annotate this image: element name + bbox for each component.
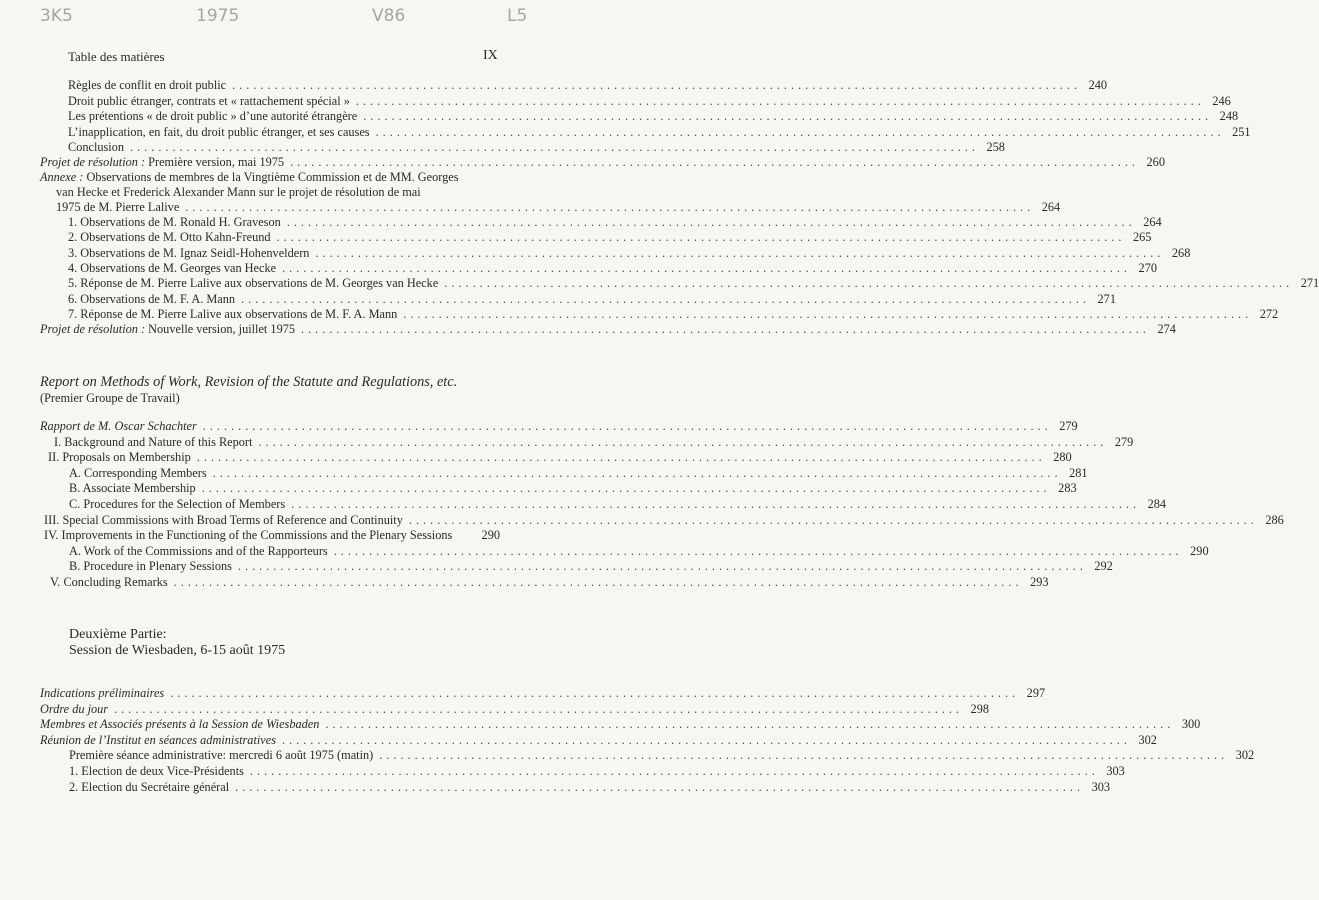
dot-leader: ........................................................................................................................: [325, 717, 1175, 732]
toc-entry-page: 281: [1069, 465, 1088, 480]
toc-entry-page: 303: [1091, 779, 1111, 794]
toc-entry-title: Réunion de l’Institut en séances administratives: [40, 732, 276, 747]
toc-entry-title: Rapport de M. Oscar Schachter: [40, 419, 197, 433]
toc-entry-annexe: [40, 170, 473, 185]
dot-leader: ........................................................................................................................: [286, 215, 1136, 229]
toc-entry-page: 292: [1094, 559, 1113, 574]
toc-entry-title: Proposals on Membership: [62, 450, 191, 465]
toc-entry-number: II.: [48, 450, 60, 465]
toc-entry-title: Indications préliminaires: [40, 686, 165, 700]
toc-entry-title: B. Associate Membership: [69, 481, 196, 496]
dot-leader: ........................................................................................................................: [355, 93, 1205, 108]
toc-entry-page: 248: [1219, 109, 1239, 123]
toc-entry-page: 272: [1259, 306, 1279, 321]
dot-leader: ........................................................................................................................: [249, 764, 1099, 778]
toc-entry: [40, 419, 1078, 434]
toc-entry-title: A. Corresponding Members: [69, 465, 207, 480]
toc-entry-page: 264: [1041, 200, 1061, 214]
toc-entry-annexe-cont: [56, 185, 473, 200]
toc-entry-title: Ordre du jour: [40, 701, 109, 716]
toc-entry: [68, 230, 1152, 245]
toc-entry-page: 293: [1030, 575, 1049, 589]
toc-entry-page: 286: [1265, 512, 1284, 527]
toc-entry-page: 274: [1157, 322, 1176, 336]
toc-entry-title: Première séance administrative: mercredi 6 août 1975 (matin): [69, 748, 374, 763]
toc-entry: [69, 465, 1088, 481]
marginal-note: 3K5: [40, 6, 73, 26]
dot-leader: ........................................................................................................................: [170, 686, 1020, 700]
toc-entry: [68, 291, 1116, 307]
toc-entry-title: Membres et Associés présents à la Session de Wiesbaden: [40, 717, 320, 732]
toc-entry-page: 290: [481, 528, 500, 543]
toc-entry: [69, 764, 1125, 779]
toc-entry: [68, 140, 1005, 155]
toc-entry-title: van Hecke et Frederick Alexander Mann sur le projet de résolution de mai: [56, 185, 421, 199]
dot-leader: ........................................................................................................................: [196, 450, 1046, 465]
toc-entry-title: B. Procedure in Plenary Sessions: [69, 559, 232, 574]
dot-leader: ........................................................................................................................: [282, 260, 1131, 275]
dot-leader: ........................................................................................................................: [282, 732, 1131, 747]
toc-entry-page: 290: [1190, 543, 1209, 558]
dot-leader: ........................................................................................................................: [444, 276, 1294, 291]
toc-entry: [40, 686, 1046, 701]
toc-entry: [68, 93, 1231, 109]
dot-leader: ........................................................................................................................: [201, 481, 1051, 496]
toc-entry-title: Droit public étranger, contrats et « rattachement spécial »: [68, 93, 350, 108]
dot-leader: ........................................................................................................................: [408, 512, 1258, 527]
toc-entry: [68, 276, 1319, 291]
toc-entry-title: Concluding Remarks: [63, 575, 168, 589]
marginal-note: V86: [372, 6, 406, 26]
toc-entry-page: 297: [1026, 686, 1046, 700]
toc-entry-page: 264: [1143, 215, 1162, 229]
toc-entry: [40, 701, 989, 717]
dot-leader: ........................................................................................................................: [276, 230, 1126, 245]
toc-entry: [68, 78, 1108, 93]
dot-leader: ........................................................................................................................: [315, 245, 1165, 260]
toc-entry: [69, 543, 1209, 559]
dot-leader: ........................................................................................................................: [237, 559, 1087, 574]
dot-leader: ........................................................................................................................: [241, 291, 1090, 306]
section-subheading: (Premier Groupe de Travail): [40, 391, 180, 405]
toc-entry: [50, 575, 1049, 590]
toc-entry-page: 271: [1097, 291, 1116, 306]
toc-entry-label: Annexe :: [40, 170, 84, 184]
dot-leader: ........................................................................................................................: [232, 78, 1082, 92]
toc-entry-title: 5. Réponse de M. Pierre Lalive aux observations de M. Georges van Hecke: [68, 276, 439, 291]
toc-entry-number: III.: [44, 512, 60, 527]
dot-leader: ........................................................................................................................: [130, 140, 979, 154]
toc-entry-title: Les prétentions « de droit public » d’une autorité étrangère: [68, 109, 358, 123]
dot-leader: ........................................................................................................................: [212, 465, 1062, 480]
dot-leader: ........................................................................................................................: [114, 701, 963, 716]
toc-entry: Projet de résolution : Nouvelle version, juillet 1975 ........................................................................................................................ 274: [40, 322, 1176, 336]
toc-entry-page: 284: [1147, 497, 1167, 511]
dot-leader: ........................................................................................................................: [202, 419, 1052, 433]
toc-entry-title: 1975 de M. Pierre Lalive: [56, 200, 180, 214]
dot-leader: ........................................................................................................................: [403, 306, 1253, 321]
toc-entry-label: Projet de résolution :: [40, 322, 146, 336]
toc-entry-title: 2. Election du Secrétaire général: [69, 779, 230, 794]
toc-entry: [68, 306, 1279, 322]
toc-entry: [68, 124, 1251, 140]
toc-entry-title: Special Commissions with Broad Terms of Reference and Continuity: [62, 512, 403, 527]
toc-entry-title: Observations de membres de la Vingtième Commission et de MM. Georges: [86, 170, 459, 184]
dot-leader: ........................................................................................................................: [291, 497, 1141, 511]
dot-leader: ........................................................................................................................: [173, 575, 1023, 589]
toc-entry-page: 298: [970, 701, 989, 716]
toc-entry-page: 271: [1300, 276, 1319, 291]
part-heading: Deuxième Partie:: [69, 627, 167, 642]
section-heading: Report on Methods of Work, Revision of the Statute and Regulations, etc.: [40, 374, 458, 390]
toc-entry: [40, 732, 1157, 748]
toc-entry-title: 2. Observations de M. Otto Kahn-Freund: [68, 230, 271, 245]
toc-entry-page: 251: [1232, 124, 1251, 139]
toc-entry: [69, 559, 1113, 574]
toc-entry-page: 260: [1146, 155, 1165, 169]
toc-entry-page: 246: [1212, 93, 1231, 108]
dot-leader: ........................................................................................................................: [235, 779, 1085, 794]
dot-leader: ........................................................................................................................: [258, 434, 1108, 449]
toc-entry-title: Improvements in the Functioning of the Commissions and the Plenary Sessions: [61, 528, 453, 543]
toc-entry-title: Conclusion: [68, 140, 125, 154]
toc-entry-title: 3. Observations de M. Ignaz Seidl-Hohenveldern: [68, 245, 310, 260]
toc-entry-page: 280: [1053, 450, 1072, 465]
toc-entry-page: 300: [1181, 717, 1201, 732]
toc-entry: [48, 450, 1072, 465]
toc-entry-page: 283: [1058, 481, 1077, 496]
toc-entry-number: IV.: [44, 528, 59, 543]
running-header-page: IX: [483, 48, 498, 63]
toc-entry-title: C. Procedures for the Selection of Members: [69, 497, 286, 511]
toc-entry: [44, 528, 500, 543]
marginal-note: 1975: [196, 6, 240, 26]
toc-entry: [69, 497, 1167, 512]
toc-entry-title: A. Work of the Commissions and of the Rapporteurs: [69, 543, 328, 558]
toc-entry: [69, 481, 1077, 496]
dot-leader: ........................................................................................................................: [363, 109, 1213, 123]
toc-entry-page: 270: [1138, 260, 1157, 275]
running-header-title: Table des matières: [68, 49, 165, 64]
toc-entry: [44, 512, 1284, 528]
dot-leader: ........................................................................................................................: [375, 124, 1225, 139]
toc-entry: Projet de résolution : Première version, mai 1975 ........................................................................................................................ 260: [40, 155, 1165, 169]
toc-entry-page: 265: [1132, 230, 1152, 245]
toc-entry-title: 1. Election de deux Vice-Présidents: [69, 764, 244, 778]
dot-leader: ........................................................................................................................: [379, 748, 1229, 763]
toc-entry-title: Règles de conflit en droit public: [68, 78, 227, 92]
toc-entry-title: 1. Observations de M. Ronald H. Graveson: [68, 215, 281, 229]
toc-entry-title: Background and Nature of this Report: [64, 434, 253, 449]
toc-entry-title: Nouvelle version, juillet 1975: [148, 322, 296, 336]
toc-entry-page: 258: [986, 140, 1005, 154]
toc-entry: [68, 109, 1239, 124]
toc-entry-page: 240: [1088, 78, 1108, 92]
toc-entry-page: 302: [1138, 732, 1157, 747]
toc-entry-page: 279: [1059, 419, 1078, 433]
toc-entry-number: V.: [50, 575, 61, 589]
part-subheading: Session de Wiesbaden, 6-15 août 1975: [69, 643, 286, 658]
marginal-note: L5: [507, 6, 528, 26]
toc-entry: 1975 de M. Pierre Lalive ........................................................................................................................ 264: [56, 200, 1061, 214]
toc-entry-page: 303: [1106, 764, 1125, 778]
toc-entry-title: 7. Réponse de M. Pierre Lalive aux observations de M. F. A. Mann: [68, 306, 398, 321]
toc-entry: [69, 779, 1111, 795]
toc-entry: [40, 717, 1201, 732]
toc-entry: [68, 260, 1157, 276]
toc-entry-title: Première version, mai 1975: [148, 155, 285, 169]
toc-entry-number: I.: [54, 434, 62, 449]
toc-entry: [68, 215, 1162, 230]
toc-entry-page: 279: [1114, 434, 1134, 449]
toc-entry-page: 268: [1171, 245, 1191, 260]
toc-entry-title: 4. Observations de M. Georges van Hecke: [68, 260, 277, 275]
toc-entry: [54, 434, 1134, 450]
toc-entry-title: L’inapplication, en fait, du droit public étranger, et ses causes: [68, 124, 370, 139]
toc-entry-page: 302: [1235, 748, 1255, 763]
toc-entry-label: Projet de résolution :: [40, 155, 146, 169]
toc-entry-title: 6. Observations de M. F. A. Mann: [68, 291, 236, 306]
toc-entry: [68, 245, 1191, 261]
toc-entry: [69, 748, 1255, 763]
dot-leader: ........................................................................................................................: [333, 543, 1183, 558]
